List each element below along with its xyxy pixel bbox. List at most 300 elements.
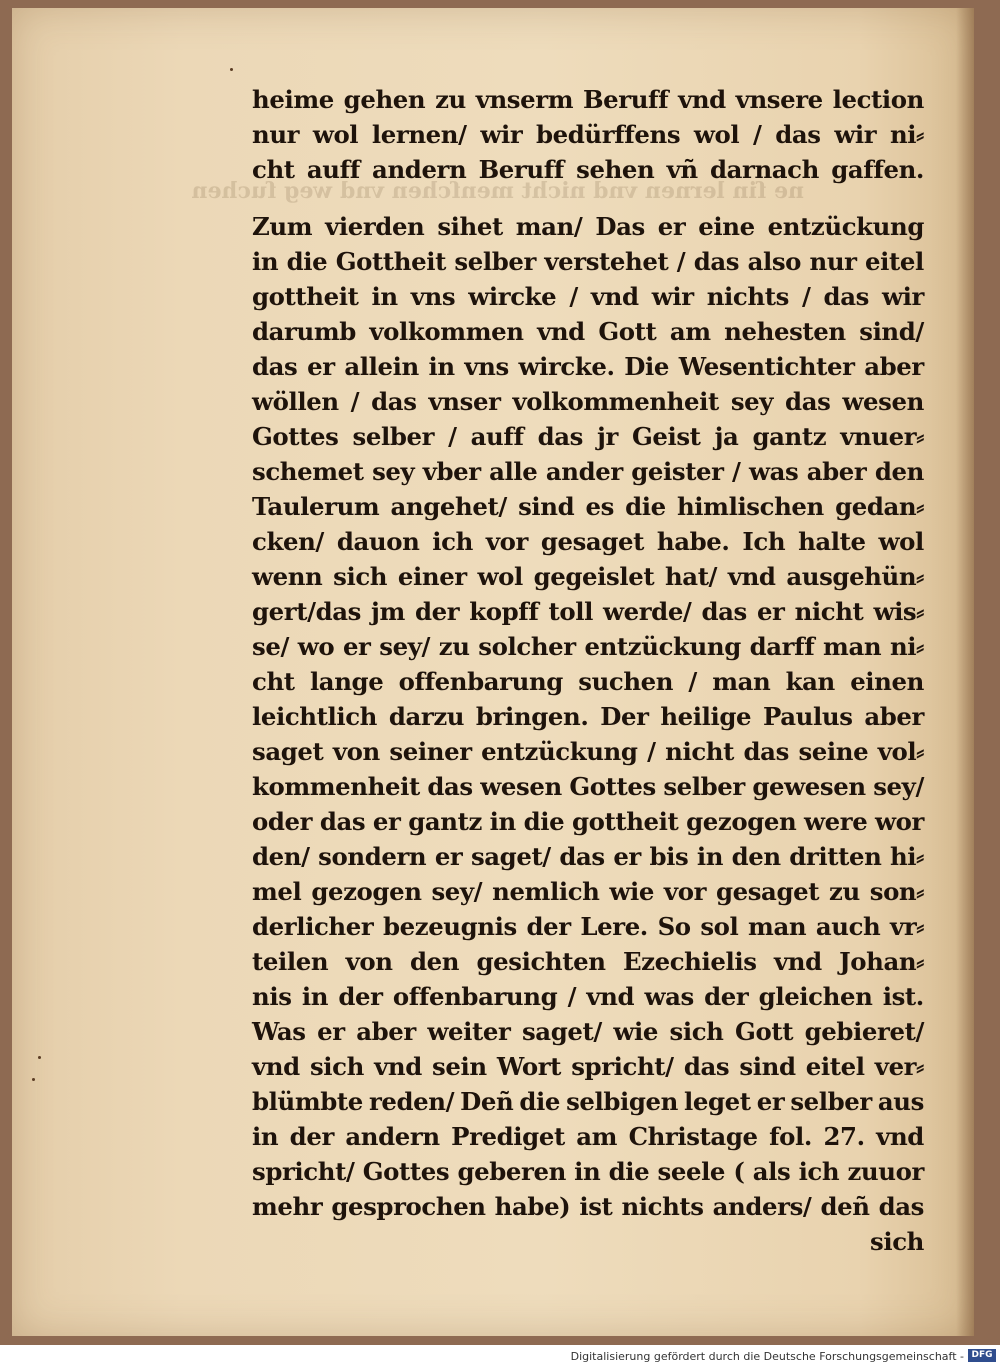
word: lange bbox=[309, 667, 384, 696]
text-line bbox=[252, 944, 924, 979]
word: / bbox=[688, 667, 697, 696]
text-block bbox=[252, 82, 924, 1259]
text-line bbox=[252, 979, 924, 1014]
word: seele bbox=[657, 1157, 726, 1186]
word: vnd bbox=[678, 85, 726, 114]
word: wie bbox=[613, 1017, 658, 1046]
word: Ich bbox=[742, 527, 786, 556]
word: das bbox=[693, 247, 740, 276]
word: das bbox=[559, 842, 605, 871]
word: man bbox=[712, 667, 771, 696]
word: wenn bbox=[252, 562, 323, 591]
word: vnd bbox=[727, 562, 776, 591]
word: heilige bbox=[660, 702, 752, 731]
text-line bbox=[252, 1119, 924, 1154]
word: jm bbox=[371, 597, 405, 626]
word: sey/ bbox=[873, 772, 924, 801]
word: entzückung bbox=[481, 737, 638, 766]
word: auch bbox=[815, 912, 881, 941]
word: anders/ bbox=[712, 1192, 812, 1221]
word: bedürffens bbox=[536, 120, 681, 149]
word: geister bbox=[631, 457, 724, 486]
word: er bbox=[613, 842, 641, 871]
word: eitel bbox=[865, 247, 924, 276]
word: das bbox=[785, 387, 831, 416]
word: aber bbox=[356, 1017, 416, 1046]
word: es bbox=[585, 492, 614, 521]
word: gegeislet bbox=[533, 562, 655, 591]
text-line bbox=[252, 152, 924, 187]
word: sich bbox=[669, 1017, 724, 1046]
word: den/ bbox=[252, 842, 310, 871]
word: ist bbox=[579, 1192, 613, 1221]
word: vr⸗ bbox=[890, 912, 924, 941]
word: zu bbox=[829, 877, 860, 906]
word: Der bbox=[600, 702, 649, 731]
word: Gott bbox=[598, 317, 657, 346]
text-line bbox=[252, 1049, 924, 1084]
word: gezogen bbox=[686, 807, 797, 836]
word: wir bbox=[480, 120, 523, 149]
word: man bbox=[823, 632, 882, 661]
text-line bbox=[252, 874, 924, 909]
word: gehen bbox=[343, 85, 426, 114]
word: vnser bbox=[428, 387, 501, 416]
word: wol bbox=[878, 527, 924, 556]
word: Gottheit bbox=[335, 247, 446, 276]
word: ich bbox=[798, 1157, 840, 1186]
word: wir bbox=[651, 282, 694, 311]
text-line bbox=[252, 629, 924, 664]
word: von bbox=[345, 947, 393, 976]
word: alle bbox=[489, 457, 538, 486]
show-through-text: ne ſin lernen vnd nicht menſchen vnd weg ſuchen bbox=[191, 178, 804, 204]
word: gleichen bbox=[758, 982, 873, 1011]
word: die bbox=[625, 492, 666, 521]
word: vor bbox=[485, 527, 528, 556]
word: gewesen bbox=[752, 772, 866, 801]
word: cht bbox=[252, 667, 295, 696]
word: nichts bbox=[621, 1192, 704, 1221]
word: den bbox=[731, 842, 781, 871]
word: gesaget bbox=[715, 877, 820, 906]
word: fol. bbox=[769, 1122, 812, 1151]
text-line bbox=[252, 594, 924, 629]
word: vor bbox=[663, 877, 707, 906]
word: entzückung bbox=[767, 212, 924, 241]
word: / bbox=[801, 282, 811, 311]
word: halte bbox=[798, 527, 866, 556]
word: das bbox=[775, 120, 821, 149]
word: eine bbox=[698, 212, 755, 241]
word: vnd bbox=[252, 1052, 300, 1081]
word: eitel bbox=[805, 1052, 865, 1081]
word: aber bbox=[864, 702, 924, 731]
text-line bbox=[252, 117, 924, 152]
word: Deñ bbox=[460, 1087, 514, 1116]
catchword: sich bbox=[870, 1227, 924, 1256]
word: aber bbox=[806, 457, 867, 486]
word: wis⸗ bbox=[873, 597, 924, 626]
word: am bbox=[669, 317, 711, 346]
word: So bbox=[657, 912, 691, 941]
word: vnserm bbox=[475, 85, 574, 114]
word: / bbox=[752, 120, 762, 149]
text-line bbox=[252, 314, 924, 349]
word: der bbox=[289, 1122, 334, 1151]
word: gedan⸗ bbox=[835, 492, 924, 521]
word: der bbox=[414, 597, 460, 626]
word: sein bbox=[432, 1052, 487, 1081]
word: kopff bbox=[469, 597, 539, 626]
word: das bbox=[683, 1052, 730, 1081]
text-line bbox=[252, 559, 924, 594]
word: Gottes bbox=[362, 1157, 450, 1186]
word: aber bbox=[864, 352, 924, 381]
word: ander bbox=[545, 457, 623, 486]
word: vns bbox=[464, 352, 509, 381]
word: werde/ bbox=[603, 597, 692, 626]
word: wesen bbox=[842, 387, 924, 416]
word: nur bbox=[252, 120, 300, 149]
word: gantz bbox=[752, 422, 827, 451]
text-line bbox=[252, 664, 924, 699]
word: allein bbox=[344, 352, 419, 381]
word: sehen bbox=[576, 155, 655, 184]
word: wircke bbox=[468, 282, 557, 311]
word: vnd bbox=[876, 1122, 924, 1151]
word: hi⸗ bbox=[889, 842, 924, 871]
word: Geist bbox=[631, 422, 701, 451]
word: spricht/ bbox=[252, 1157, 355, 1186]
word: darnach bbox=[709, 155, 819, 184]
word: Beruff bbox=[582, 85, 669, 114]
word: ni⸗ bbox=[889, 120, 924, 149]
word: das bbox=[537, 422, 583, 451]
text-line bbox=[252, 454, 924, 489]
word: volkommen bbox=[369, 317, 524, 346]
word: volkommenheit bbox=[512, 387, 719, 416]
word: das bbox=[427, 772, 473, 801]
word: gert/das bbox=[252, 597, 361, 626]
word: sey/ bbox=[431, 877, 483, 906]
word: er bbox=[756, 597, 785, 626]
word: Wort bbox=[496, 1052, 562, 1081]
word: gottheit bbox=[571, 807, 679, 836]
word: man/ bbox=[515, 212, 583, 241]
word: in bbox=[252, 1122, 279, 1151]
word: / bbox=[569, 282, 578, 311]
word: er bbox=[756, 1087, 785, 1116]
word: Prediget bbox=[451, 1122, 565, 1151]
word: in bbox=[489, 807, 516, 836]
word: die bbox=[608, 1157, 650, 1186]
word: Paulus bbox=[762, 702, 853, 731]
word: dritten bbox=[789, 842, 882, 871]
word: ist. bbox=[882, 982, 924, 1011]
word: himlischen bbox=[676, 492, 824, 521]
word: wol bbox=[312, 120, 359, 149]
word: cht bbox=[252, 155, 295, 184]
word: die bbox=[523, 807, 565, 836]
word: sey bbox=[730, 387, 774, 416]
word: gottheit bbox=[252, 282, 359, 311]
word: der bbox=[526, 912, 571, 941]
text-line bbox=[252, 1084, 924, 1119]
word: vnd bbox=[374, 1052, 422, 1081]
word: selber bbox=[663, 772, 745, 801]
word: bringen. bbox=[475, 702, 589, 731]
word: wir bbox=[834, 120, 877, 149]
word: der bbox=[704, 982, 749, 1011]
word: vñ bbox=[666, 155, 698, 184]
word: vnd bbox=[773, 947, 822, 976]
text-line bbox=[252, 804, 924, 839]
word: als bbox=[752, 1157, 791, 1186]
word: 27. bbox=[823, 1122, 865, 1151]
dfg-logo: DFG bbox=[968, 1349, 996, 1362]
word: lernen/ bbox=[371, 120, 467, 149]
text-line bbox=[252, 839, 924, 874]
word: zuuor bbox=[847, 1157, 924, 1186]
word: nicht bbox=[794, 597, 864, 626]
ink-speck bbox=[230, 68, 233, 71]
word: / bbox=[647, 737, 656, 766]
word: zu bbox=[438, 632, 470, 661]
word: in bbox=[301, 982, 329, 1011]
word: lection bbox=[832, 85, 924, 114]
text-line bbox=[252, 699, 924, 734]
word: son⸗ bbox=[869, 877, 924, 906]
ink-speck bbox=[38, 1056, 41, 1059]
word: Taulerum bbox=[252, 492, 380, 521]
word: nehesten bbox=[724, 317, 846, 346]
word: vnsere bbox=[735, 85, 823, 114]
text-line bbox=[252, 489, 924, 524]
word: sondern bbox=[318, 842, 427, 871]
word: gesichten bbox=[476, 947, 606, 976]
word: deñ bbox=[820, 1192, 870, 1221]
word: gaffen. bbox=[831, 155, 924, 184]
word: einen bbox=[850, 667, 924, 696]
word: vber bbox=[422, 457, 481, 486]
word: bezeugnis bbox=[382, 912, 517, 941]
word: den bbox=[874, 457, 924, 486]
word: / bbox=[567, 982, 577, 1011]
word: vnd bbox=[586, 982, 635, 1011]
word: er bbox=[307, 352, 335, 381]
word: heime bbox=[252, 85, 334, 114]
word: das bbox=[878, 1192, 924, 1221]
word: was bbox=[644, 982, 694, 1011]
word: mehr bbox=[252, 1192, 323, 1221]
word: dauon bbox=[336, 527, 420, 556]
word: ver⸗ bbox=[874, 1052, 924, 1081]
text-line bbox=[252, 769, 924, 804]
word: die bbox=[286, 247, 328, 276]
word: nichts bbox=[706, 282, 789, 311]
word: vnd bbox=[537, 317, 585, 346]
word: das bbox=[319, 807, 366, 836]
footer-credit: Digitalisierung gefördert durch die Deutsche Forschungsgemeinschaft - bbox=[570, 1350, 964, 1363]
word: er bbox=[434, 842, 463, 871]
word: wo bbox=[297, 632, 335, 661]
word: aus bbox=[877, 1087, 924, 1116]
word: sich bbox=[333, 562, 388, 591]
word: Das bbox=[595, 212, 645, 241]
word: gantz bbox=[408, 807, 482, 836]
binding-edge bbox=[956, 8, 974, 1336]
word: / bbox=[350, 387, 360, 416]
word: Zum bbox=[252, 212, 313, 241]
footer-bar bbox=[0, 1345, 1000, 1367]
text-line bbox=[252, 384, 924, 419]
word: seiner bbox=[389, 737, 472, 766]
text-line bbox=[252, 524, 924, 559]
word: das bbox=[371, 387, 417, 416]
word: Die bbox=[624, 352, 670, 381]
word: Gott bbox=[735, 1017, 794, 1046]
word: selber bbox=[352, 422, 435, 451]
text-line bbox=[252, 734, 924, 769]
word: ja bbox=[714, 422, 739, 451]
word: die bbox=[519, 1087, 561, 1116]
word: offenbarung bbox=[398, 667, 563, 696]
word: darumb bbox=[252, 317, 356, 346]
text-line bbox=[252, 1154, 924, 1189]
word: gebieret/ bbox=[804, 1017, 924, 1046]
word: weiter bbox=[427, 1017, 511, 1046]
word: in bbox=[428, 352, 455, 381]
word: teilen bbox=[252, 947, 329, 976]
word: hat/ bbox=[664, 562, 718, 591]
word: jr bbox=[597, 422, 618, 451]
word: darff bbox=[749, 632, 815, 661]
word: das bbox=[823, 282, 869, 311]
word: einer bbox=[397, 562, 467, 591]
word: sich bbox=[309, 1052, 364, 1081]
word: leget bbox=[684, 1087, 751, 1116]
word: seine bbox=[798, 737, 869, 766]
word: vnuer⸗ bbox=[840, 422, 924, 451]
word: nur bbox=[809, 247, 857, 276]
book-page bbox=[12, 8, 974, 1336]
word: in bbox=[696, 842, 724, 871]
word: wie bbox=[609, 877, 654, 906]
word: sey/ bbox=[379, 632, 430, 661]
word: sey bbox=[372, 457, 415, 486]
word: were bbox=[804, 807, 868, 836]
word: er bbox=[657, 212, 686, 241]
word: andern bbox=[372, 155, 467, 184]
word: solcher bbox=[478, 632, 576, 661]
word: selbigen bbox=[566, 1087, 679, 1116]
word: wol bbox=[693, 120, 740, 149]
ink-speck bbox=[32, 1078, 35, 1081]
word: andern bbox=[345, 1122, 440, 1151]
word: sind/ bbox=[859, 317, 924, 346]
word: das bbox=[743, 737, 789, 766]
word: gezogen bbox=[311, 877, 422, 906]
word: von bbox=[332, 737, 380, 766]
word: spricht/ bbox=[571, 1052, 674, 1081]
word: am bbox=[576, 1122, 618, 1151]
word: sind bbox=[739, 1052, 796, 1081]
word: nicht bbox=[665, 737, 734, 766]
word: nemlich bbox=[492, 877, 600, 906]
word: Wesentichter bbox=[678, 352, 855, 381]
word: darzu bbox=[388, 702, 465, 731]
word: selber bbox=[790, 1087, 872, 1116]
word: se/ bbox=[252, 632, 289, 661]
word: / bbox=[732, 457, 741, 486]
word: vnd bbox=[590, 282, 639, 311]
word: vierden bbox=[325, 212, 425, 241]
word: ausgehün⸗ bbox=[786, 562, 924, 591]
word: schemet bbox=[252, 457, 364, 486]
text-line bbox=[252, 909, 924, 944]
text-line bbox=[252, 82, 924, 117]
word: wesen bbox=[480, 772, 562, 801]
word: reden/ bbox=[368, 1087, 455, 1116]
word: auff bbox=[306, 155, 360, 184]
word: der bbox=[338, 982, 383, 1011]
word: blümbte bbox=[252, 1087, 363, 1116]
word: derlicher bbox=[252, 912, 374, 941]
word: kan bbox=[785, 667, 835, 696]
word: das bbox=[701, 597, 747, 626]
word: auff bbox=[470, 422, 524, 451]
word: gesaget bbox=[540, 527, 644, 556]
word: Beruff bbox=[478, 155, 564, 184]
word: man bbox=[748, 912, 807, 941]
word: suchen bbox=[578, 667, 674, 696]
word: entzückung bbox=[584, 632, 741, 661]
word: oder bbox=[252, 807, 313, 836]
word: also bbox=[747, 247, 802, 276]
word: in bbox=[371, 282, 398, 311]
word: wöllen bbox=[252, 387, 339, 416]
word: saget bbox=[252, 737, 324, 766]
word: Gottes bbox=[252, 422, 339, 451]
word: verstehet bbox=[544, 247, 669, 276]
word: in bbox=[574, 1157, 601, 1186]
word: mel bbox=[252, 877, 302, 906]
word: offenbarung bbox=[392, 982, 558, 1011]
text-line bbox=[252, 1014, 924, 1049]
word: / bbox=[676, 247, 686, 276]
word: den bbox=[409, 947, 460, 976]
text-line bbox=[252, 1189, 924, 1224]
word: habe) bbox=[494, 1192, 571, 1221]
word: nis bbox=[252, 982, 292, 1011]
word: bis bbox=[649, 842, 689, 871]
word: was bbox=[748, 457, 799, 486]
word: Ezechielis bbox=[622, 947, 757, 976]
word: zu bbox=[435, 85, 466, 114]
word: vns bbox=[410, 282, 456, 311]
word: das bbox=[252, 352, 298, 381]
text-line bbox=[252, 349, 924, 384]
word: cken/ bbox=[252, 527, 324, 556]
word: toll bbox=[548, 597, 593, 626]
word: er bbox=[372, 807, 401, 836]
word: sihet bbox=[437, 212, 503, 241]
word: wircke. bbox=[518, 352, 615, 381]
word: wir bbox=[882, 282, 924, 311]
word: / bbox=[448, 422, 457, 451]
word: er bbox=[317, 1017, 345, 1046]
